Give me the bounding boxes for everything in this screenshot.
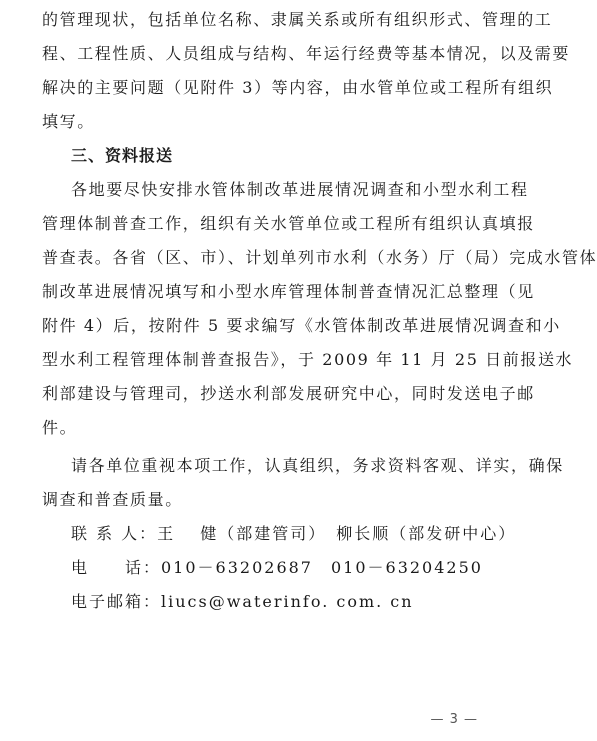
paragraph-3-line-2: 调查和普查质量。 [42,490,183,509]
paragraph-1-line-1: 的管理现状，包括单位名称、隶属关系或所有组织形式、管理的工 [42,10,553,29]
paragraph-1-line-2: 程、工程性质、人员组成与结构、年运行经费等基本情况，以及需要 [42,44,571,63]
paragraph-2-line-2: 管理体制普查工作，组织有关水管单位或工程所有组织认真填报 [42,214,535,233]
contact-phone: 电 话：010－63202687 010－63204250 [71,558,483,577]
contact-email[interactable]: 电子邮箱：liucs@waterinfo. com. cn [71,592,414,611]
paragraph-2-line-6: 型水利工程管理体制普查报告》，于 2009 年 11 月 25 日前报送水 [42,350,574,369]
paragraph-2-line-8: 件。 [42,418,78,437]
paragraph-2-line-5: 附件 4）后，按附件 5 要求编写《水管体制改革进展情况调查和小 [42,316,561,335]
section-heading: 三、资料报送 [71,146,174,165]
paragraph-1-line-4: 填写。 [42,112,95,131]
paragraph-2-line-7: 利部建设与管理司，抄送水利部发展研究中心，同时发送电子邮 [42,384,535,403]
paragraph-3-line-1: 请各单位重视本项工作，认真组织，务求资料客观、详实，确保 [71,456,564,475]
paragraph-2-line-1: 各地要尽快安排水管体制改革进展情况调查和小型水利工程 [71,180,529,199]
paragraph-2-line-4: 制改革进展情况填写和小型水库管理体制普查情况汇总整理（见 [42,282,535,301]
contact-person: 联 系 人：王 健（部建管司） 柳长顺（部发研中心） [71,524,517,543]
paragraph-1-line-3: 解决的主要问题（见附件 3）等内容，由水管单位或工程所有组织 [42,78,554,97]
page-number: — 3 — [430,712,478,727]
paragraph-2-line-3: 普查表。各省（区、市）、计划单列市水利（水务）厅（局）完成水管体 [42,248,597,267]
